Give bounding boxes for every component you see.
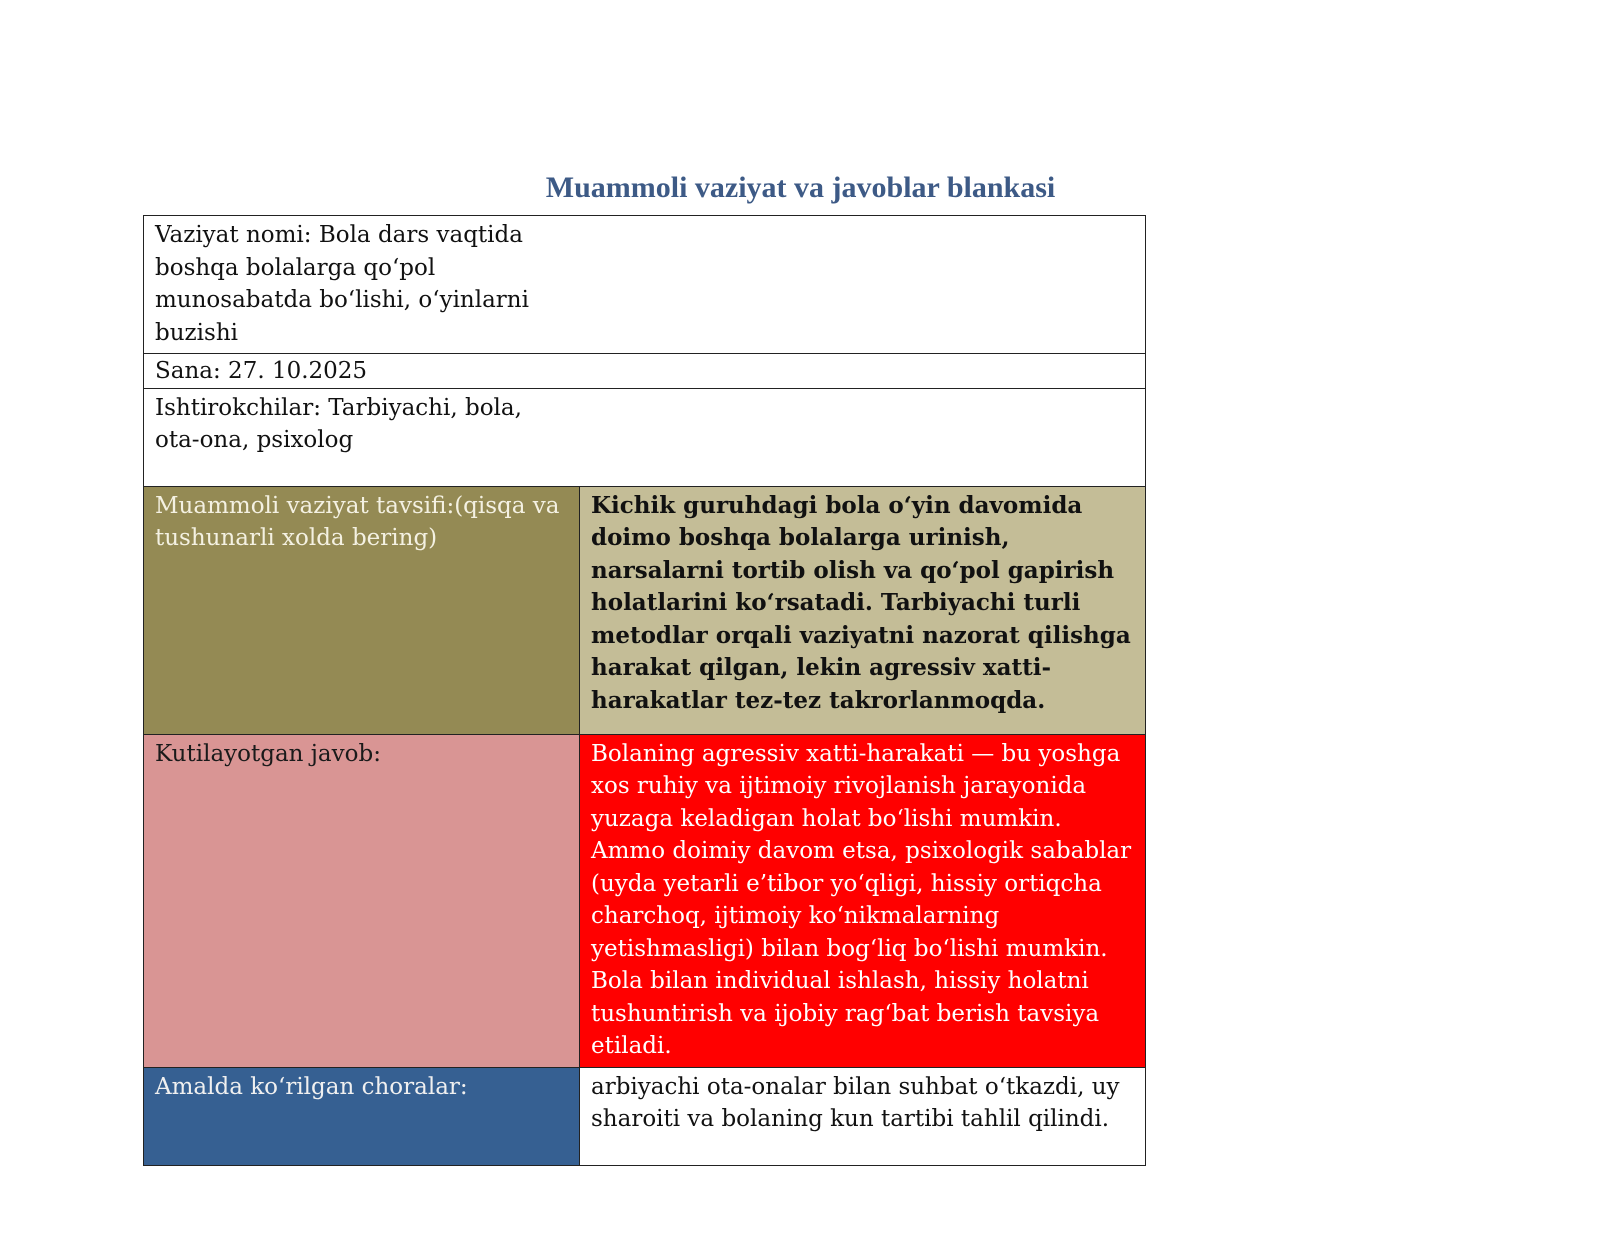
expected-answer-label: Kutilayotgan javob: [144, 734, 580, 1067]
actions-taken-content: arbiyachi ota-onalar bilan suhbat o‘tkazdi, uy sharoiti va bolaning kun tartibi tahlil qilindi. [580, 1067, 1146, 1165]
situation-form-table [143, 215, 1146, 1166]
document-title: Muammoli vaziyat va javoblar blankasi [545, 171, 1056, 204]
participants-cell: Ishtirokchilar: Tarbiyachi, bola, ota-ona, psixolog [144, 388, 1146, 486]
date-row [144, 354, 1146, 389]
actions-taken-label: Amalda ko‘rilgan choralar: [144, 1067, 580, 1165]
situation-name-row [144, 216, 1146, 354]
date-cell: Sana: 27. 10.2025 [144, 354, 1146, 389]
expected-answer-content: Bolaning agressiv xatti-harakati — bu yoshga xos ruhiy va ijtimoiy rivojlanish jarayonida yuzaga keladigan holat bo‘lishi mumkin. Ammo doimiy davom etsa, psixologik sabablar (uyda yetarli e’tibor yo‘qligi, hissiy ortiqcha charchoq, ijtimoiy ko‘nikmalarning yetishmasligi) bilan bog‘liq bo‘lishi mumkin. Bola bilan individual ishlash, hissiy holatni tushuntirish va ijobiy rag‘bat berish tavsiya etiladi. [580, 734, 1146, 1067]
actions-taken-row [144, 1067, 1146, 1165]
expected-answer-row [144, 734, 1146, 1067]
participants-row [144, 388, 1146, 486]
description-row [144, 486, 1146, 734]
description-label: Muammoli vaziyat tavsifi:(qisqa va tushunarli xolda bering) [144, 486, 580, 734]
situation-name-cell: Vaziyat nomi: Bola dars vaqtida boshqa bolalarga qo‘pol munosabatda bo‘lishi, o‘yinlarni buzishi [144, 216, 1146, 354]
description-content: Kichik guruhdagi bola o‘yin davomida doimo boshqa bolalarga urinish, narsalarni tortib olish va qo‘pol gapirish holatlarini ko‘rsatadi. Tarbiyachi turli metodlar orqali vaziyatni nazorat qilishga harakat qilgan, lekin agressiv xatti-harakatlar tez-tez takrorlanmoqda. [580, 486, 1146, 734]
